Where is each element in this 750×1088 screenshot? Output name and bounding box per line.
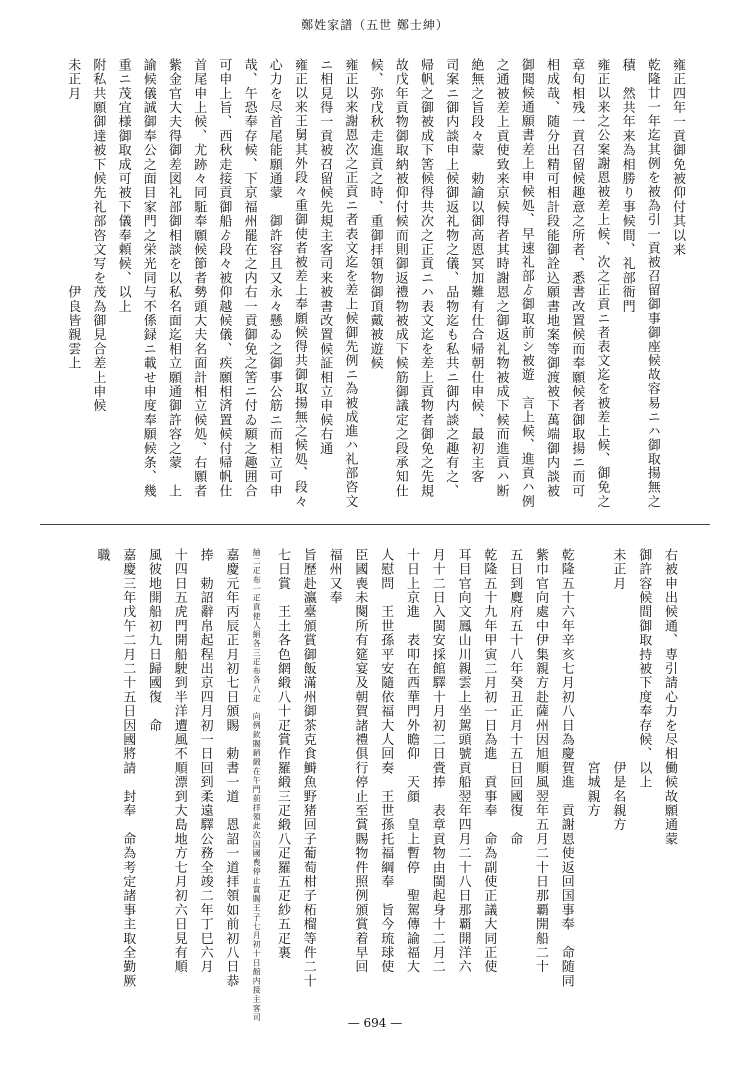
text-column: 可申上旨、西秋走接貢御船ゟ段々被仰越候儀、疾願相済置候付帰帆仕 bbox=[216, 58, 232, 499]
text-column: 章旬相残一貢召留候趣意之所者、悉書改置候而奉願候者御取揚ニ而可 bbox=[569, 58, 585, 499]
text-column: 附私共願御達被下候先礼部咨文写を茂為御見合差上申候 bbox=[90, 58, 106, 413]
text-column: 乾隆五十六年辛亥七月初八日為慶賀進 貢謝恩使返回国事奉 命随同 bbox=[558, 548, 574, 989]
text-column: 諭候儀誠御奉公之面目家門之栄光同与不係録ニ載せ申度奉願候条、幾 bbox=[140, 58, 156, 499]
text-column: 紫巾官向處中伊集親方赴薩州因旭順風翌年五月二十日那覇開船二十 bbox=[533, 548, 548, 974]
text-column: 雍正以来謝恩次之正貢ニ者表文迄を差上候御先例ニ為被成進ハ礼部咨文 bbox=[342, 58, 358, 509]
page-number: — 694 — bbox=[347, 1016, 403, 1030]
text-column: 未正月 伊良皆親雲上 bbox=[65, 58, 81, 371]
section-divider bbox=[40, 524, 710, 525]
text-column: ニ相見得一貢被召留候先規主客司来被書改置候証相立申候右通 bbox=[317, 58, 333, 456]
text-column: 未正月 伊是名親方 bbox=[610, 548, 626, 832]
text-column: 七日賞 王土各色網緞八十疋賞作羅緞三疋緞八疋羅五疋紗五疋裏 bbox=[275, 548, 290, 960]
text-column: 福州又奉 bbox=[326, 548, 342, 605]
text-column: 故戊年貢物御取納被仰付候而則御返禮物被成下候筋御議定之段承知仕 bbox=[392, 58, 408, 499]
text-column: 人慰問 王世孫平安隨依福大人回奏 王世孫托福綱奉 旨今琉球使 bbox=[378, 548, 394, 974]
text-column: 嘉慶元年丙辰正月初七日頒賜 勅書一道 恩詔一道拝領如前初八日恭 bbox=[223, 548, 239, 989]
text-column: 絶無之旨段々蒙 勅諭以御高恩冥加難有仕合帰朝仕申候、最初主客 bbox=[468, 58, 484, 484]
text-column: 風彼地開船初九日歸國復 命 bbox=[146, 548, 161, 733]
text-column: 捧 勅詔辭帛起程出京四月初一日回到柔遠驛公務全竣二年丁巳六月 bbox=[197, 548, 213, 974]
text-column: 宮城親方 bbox=[584, 548, 600, 818]
text-column: 御許容候間御取持被下度奉存候、以上 bbox=[636, 548, 652, 790]
text-column: 紫金官大夫得御差図礼部御相談を以私名面迄相立願通御許容之蒙 上 bbox=[166, 58, 181, 499]
text-column: 雍正以来王舅其外段々重御使者被差上奉願候得共御取揚無之候処、段々 bbox=[292, 58, 307, 509]
text-column: 首尾申上候、尤跡々同駈奉願候節者勢頭大夫名面計相立候処、右願者 bbox=[191, 58, 207, 499]
text-column: 哉、午恐奉存候、下京福州罷在之内右一貢御免之筈ニ付ゐ願之趣囲合 bbox=[241, 58, 257, 499]
text-column: 乾隆廿一年迄其例を被為引一貢被召留御事御座候故容易ニハ御取揚無之 bbox=[644, 58, 660, 509]
text-column: 嘉慶三年戊午二月二十五日因國將請 封奉 命為考定諸事主取全勤厥 bbox=[120, 548, 136, 989]
text-column: 月十二日入閩安採館驛十月初二日賫捧 表章貢物由閩起身十二月二 bbox=[429, 548, 445, 974]
text-column: 旨歷赴瀛臺頒賞御飯滿州御茶克食鰣魚野猪回子葡萄柑子柘榴等件二十 bbox=[300, 548, 316, 989]
text-column: 重ニ茂宜様御取成可被下儀奉頼候、以上 bbox=[115, 58, 131, 314]
text-column: 乾隆五十九年甲寅二月初一日為進 貢事奉 命為副使正議大同正使 bbox=[481, 548, 497, 974]
text-column: 心力を尽首尾能願通蒙 御許容且又永々懸ゐ之御事公筋ニ而相立可申 bbox=[266, 58, 282, 499]
text-column: 雍正以来之公案謝恩被差上候、次之正貢ニ者表文迄を被差上候、御免之 bbox=[594, 58, 610, 509]
text-column: 耳目官向文鳳山川親雲上坐駕頭號貢船翌年四月二十八日那覇開洋六 bbox=[455, 548, 471, 974]
text-column: 十四日五虎門開船駛到半洋遭風不順漂到大島地方七月初六日見有順 bbox=[171, 548, 187, 974]
text-column: 五日到麑府五十八年癸丑正月十五日回國復 命 bbox=[507, 548, 523, 847]
text-column: 相成哉、随分出精可相計段能御詮込願書地案等御渡被下萬端御内談被 bbox=[544, 58, 559, 499]
text-column: 雍正四年一貢御免被仰付其以来 bbox=[670, 58, 685, 257]
running-header: 鄭姓家譜（五世 鄭士紳） bbox=[301, 18, 449, 32]
text-column: 紬二疋布一疋貢使人絹各三疋布各八疋 向例欽賜銷緞在午門前拝領此次因國喪停止賞賜王子七月初十日館内接主客司 bbox=[252, 548, 262, 1023]
text-column: 十日上京進 表叩在西華門外瞻仰 天顔 皇上暫停 聖駕傳諭福大 bbox=[404, 548, 419, 974]
text-column: 帰帆之御被成下筈候得共次之正貢ニハ表文迄を差上貢物者御免之先規 bbox=[418, 58, 433, 499]
text-column: 右被申出候通、専引請心力を尽相働候故願通蒙 bbox=[662, 548, 677, 847]
text-column: 御聞候通願書差上申候処、早速礼部ゟ御取前シ被遊 言上候、進貢ハ例 bbox=[518, 58, 534, 509]
text-column: 積 然共年来為相勝り事候間、礼部衙門 bbox=[619, 58, 635, 314]
text-column: 職 bbox=[94, 548, 110, 563]
text-column: 司案ニ御内談申上候御返礼物之儀、品物迄も私共ニ御内談之趣有之、 bbox=[443, 58, 459, 499]
text-column: 之通被差上貢使致来京候得者其時謝恩之御返礼物被成下候而進貢ハ断 bbox=[493, 58, 509, 499]
text-column: 候、弥戊秋走進貢之時、重御拝領物御頂戴被遊候 bbox=[367, 58, 383, 371]
text-column: 臣國喪未闋所有筵宴及朝賀諸禮俱行停止至賞賜物件照例頒賞着早回 bbox=[352, 548, 368, 974]
